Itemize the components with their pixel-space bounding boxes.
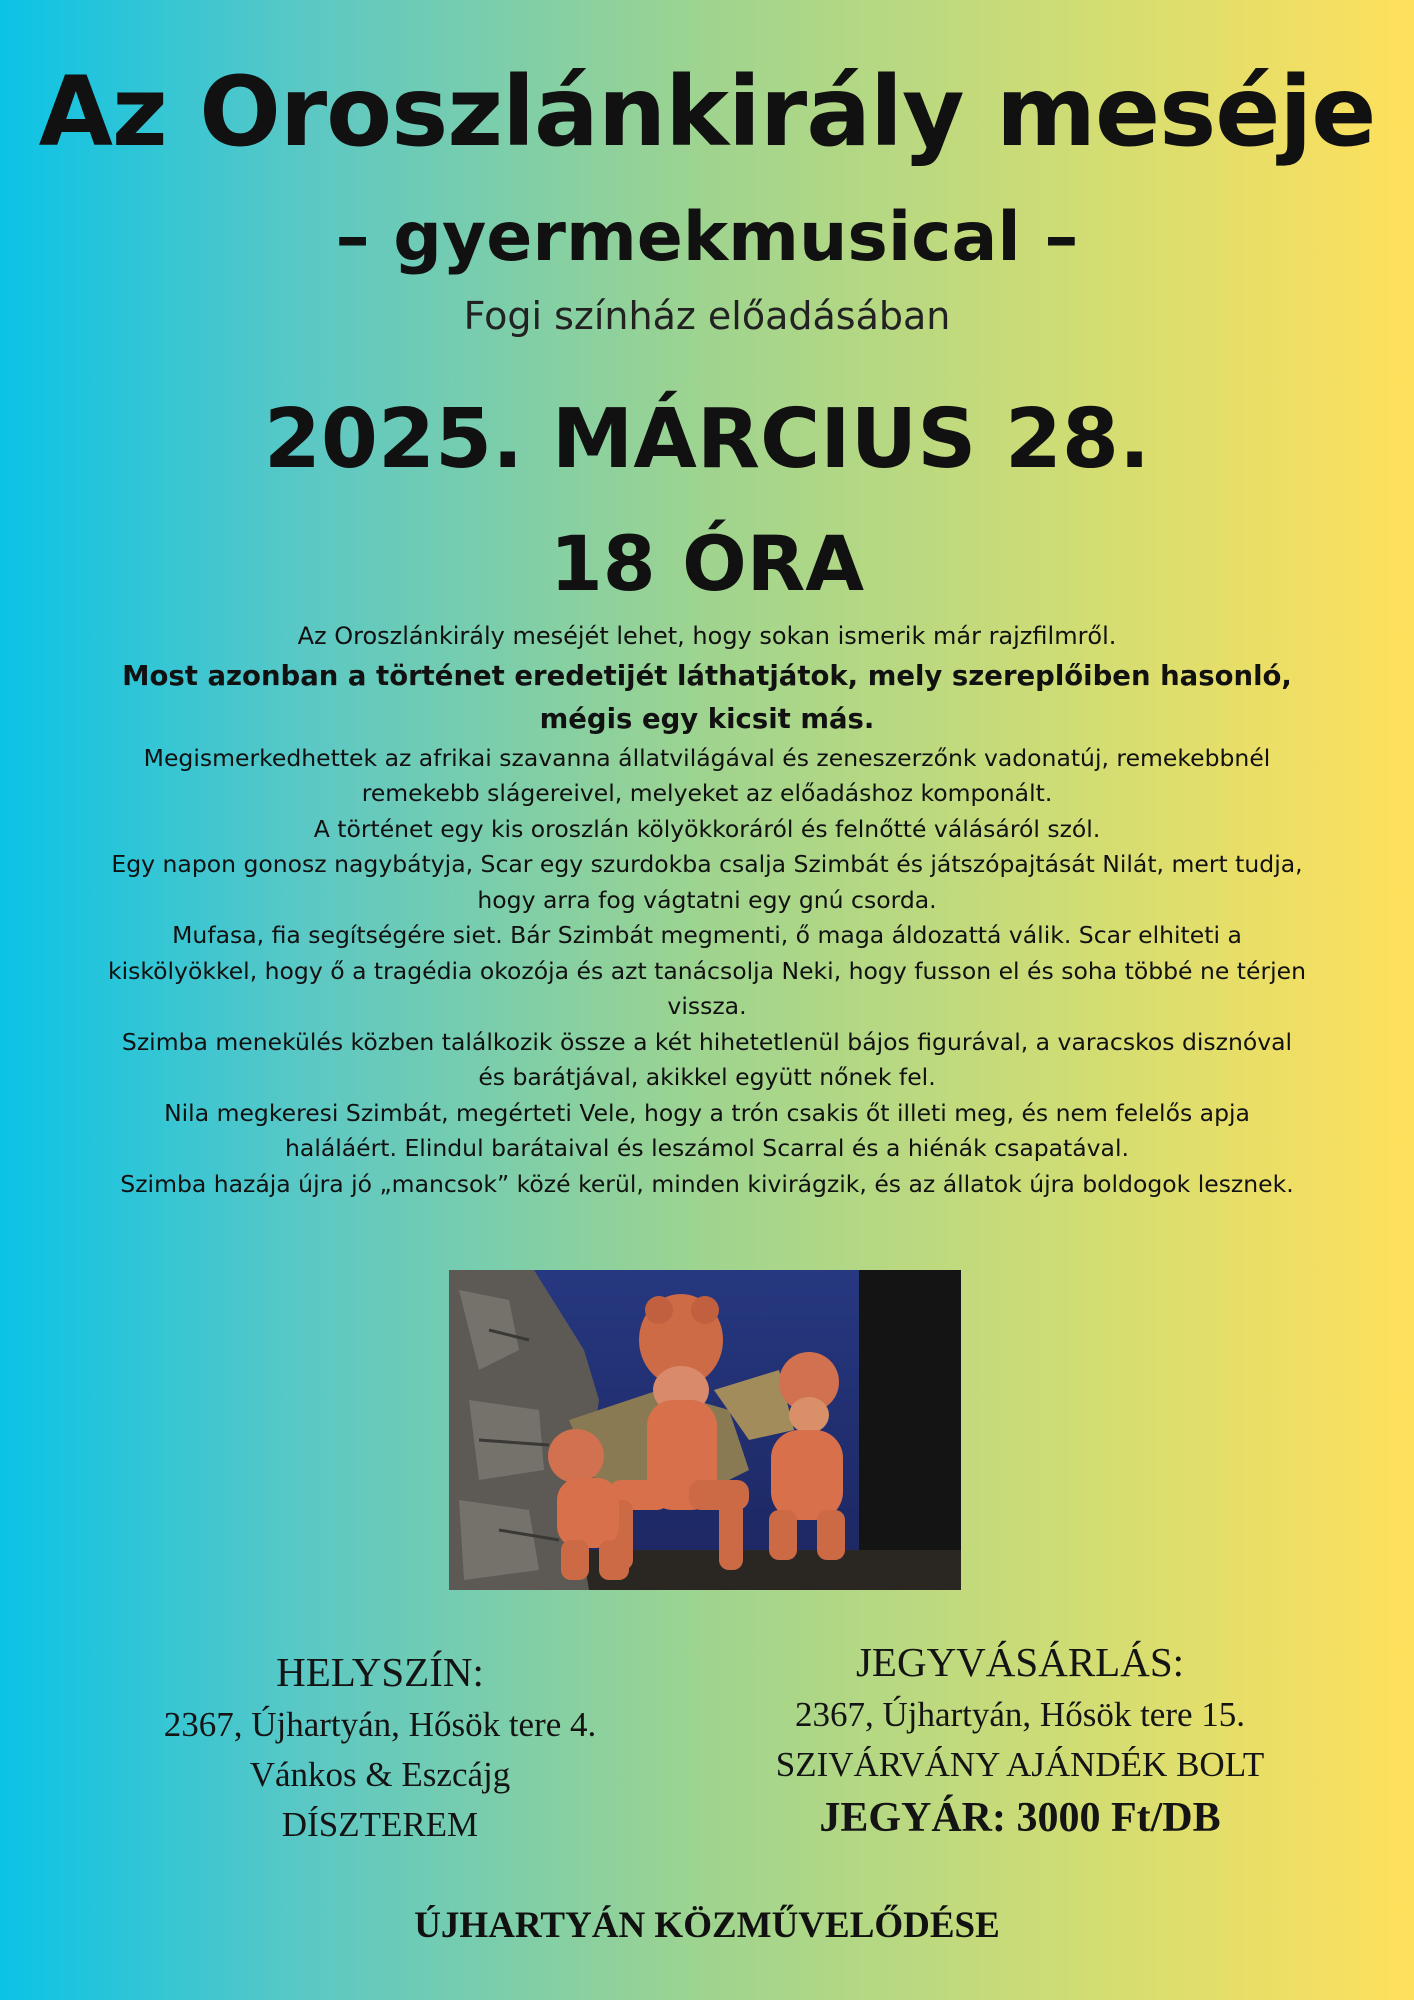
tickets-shop: SZIVÁRVÁNY AJÁNDÉK BOLT (775, 1745, 1265, 1784)
venue-section (80, 1644, 680, 1850)
description-paragraph: Mufasa, fia segítségére siet. Bár Szimbát megmenti, ő maga áldozattá válik. Scar elhiteti a kiskölyökkel, hogy ő a tragédia okozója és azt tanácsolja Neki, hogy fusson el és soha többé ne térjen vissza. (108, 921, 1306, 1020)
description-intro: Az Oroszlánkirály meséjét lehet, hogy sokan ismerik már rajzfilmről. (297, 622, 1117, 650)
description-paragraph: Megismerkedhettek az afrikai szavanna állatvilágával és zeneszerzőnk vadonatúj, remekebbnél remekebb slágereivel, melyeket az előadáshoz komponált. (143, 743, 1271, 807)
description (107, 619, 1307, 1202)
venue-name: Vánkos & Eszcájg (249, 1755, 511, 1794)
tickets-heading: JEGYVÁSÁRLÁS: (855, 1639, 1185, 1685)
tickets-section (700, 1634, 1340, 1846)
event-date: 2025. MÁRCIUS 28. (263, 392, 1151, 487)
description-paragraph: Szimba menekülés közben találkozik össze a két hihetetlenül bájos figurával, a varacskos disznóval és barátjával, akikkel együtt nőnek fel. (121, 1027, 1293, 1091)
event-time: 18 ÓRA (549, 519, 865, 608)
description-paragraph: A történet egy kis oroszlán kölyökkoráról és felnőtté válásáról szól. (313, 814, 1101, 843)
description-paragraph: Szimba hazája újra jó „mancsok” közé kerül, minden kivirágzik, és az állatok újra boldogok lesznek. (120, 1169, 1294, 1198)
poster-subtitle: – gyermekmusical – (335, 198, 1079, 277)
description-highlight: Most azonban a történet eredetijét láthatjátok, mely szereplőiben hasonló, mégis egy kicsit más. (122, 659, 1292, 735)
performance-photo-illustration (449, 1270, 961, 1590)
venue-room: DÍSZTEREM (281, 1805, 479, 1844)
description-paragraph: Egy napon gonosz nagybátyja, Scar egy szurdokba csalja Szimbát és játszópajtását Nilát, mert tudja, hogy arra fog vágtatni egy gnú csorda. (111, 850, 1303, 914)
ticket-price: JEGYÁR: 3000 Ft/DB (819, 1795, 1221, 1841)
poster-title: Az Oroszlánkirály meséje (38, 56, 1376, 168)
venue-address: 2367, Újhartyán, Hősök tere 4. (163, 1705, 597, 1744)
organizer: ÚJHARTYÁN KÖZMŰVELŐDÉSE (414, 1905, 1000, 1946)
tickets-address: 2367, Újhartyán, Hősök tere 15. (794, 1695, 1246, 1734)
venue-heading: HELYSZÍN: (276, 1649, 484, 1695)
description-paragraph: Nila megkeresi Szimbát, megérteti Vele, hogy a trón csakis őt illeti meg, és nem felelős apja haláláért. Elindul barátaival és leszámol Scarral és a hiénák csapatával. (164, 1098, 1250, 1162)
poster-tagline: Fogi színház előadásában (463, 294, 951, 338)
performance-photo (449, 1270, 961, 1590)
